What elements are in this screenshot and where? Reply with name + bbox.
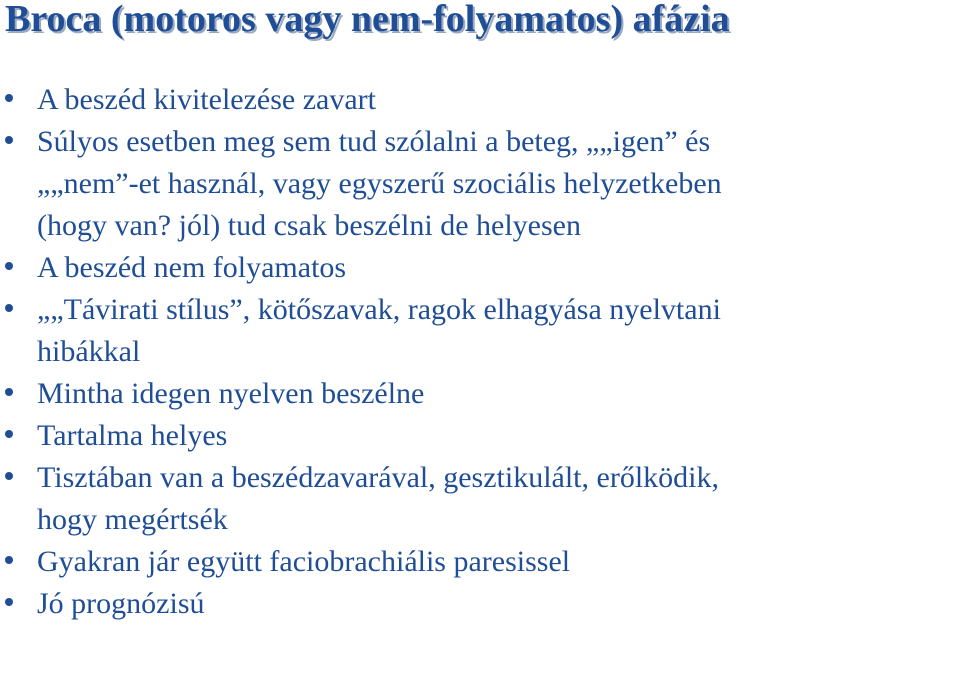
bullet-dot-icon (5, 598, 13, 606)
slide-title: Broca (motoros vagy nem-folyamatos) afázia (5, 0, 730, 40)
bullet-item (0, 373, 960, 415)
bullet-dot-icon (5, 388, 13, 396)
bullet-line: Tartalma helyes (37, 419, 228, 452)
bullet-text (37, 79, 960, 121)
bullet-dot-icon (5, 94, 13, 102)
bullet-line: „„Távirati stílus”, kötőszavak, ragok elhagyása nyelvtani (37, 293, 721, 326)
bullet-line: Jó prognózisú (37, 587, 205, 620)
bullet-line: (hogy van? jól) tud csak beszélni de helyesen (37, 209, 581, 242)
bullet-item (0, 121, 960, 247)
bullet-line: hibákkal (37, 335, 141, 368)
bullet-text (37, 121, 960, 247)
bullet-text (37, 541, 960, 583)
bullet-list (0, 79, 960, 625)
bullet-item (0, 415, 960, 457)
bullet-text (37, 373, 960, 415)
bullet-item (0, 583, 960, 625)
bullet-text (37, 583, 960, 625)
bullet-text (37, 247, 960, 289)
bullet-dot-icon (5, 472, 13, 480)
bullet-line: „„nem”-et használ, vagy egyszerű szociális helyzetkeben (37, 167, 722, 200)
bullet-text (37, 415, 960, 457)
bullet-item (0, 289, 960, 373)
bullet-item (0, 541, 960, 583)
bullet-item (0, 79, 960, 121)
bullet-dot-icon (5, 136, 13, 144)
bullet-dot-icon (5, 430, 13, 438)
bullet-line: Tisztában van a beszédzavarával, gesztikulált, erőlködik, (37, 461, 719, 494)
bullet-dot-icon (5, 262, 13, 270)
bullet-item (0, 247, 960, 289)
bullet-line: Gyakran jár együtt faciobrachiális paresissel (37, 545, 571, 578)
bullet-line: hogy megértsék (37, 503, 228, 536)
bullet-line: A beszéd kivitelezése zavart (37, 83, 376, 116)
bullet-text (37, 457, 960, 541)
bullet-dot-icon (5, 556, 13, 564)
bullet-line: Súlyos esetben meg sem tud szólalni a beteg, „„igen” és (37, 125, 711, 158)
bullet-line: A beszéd nem folyamatos (37, 251, 347, 284)
bullet-dot-icon (5, 304, 13, 312)
bullet-item (0, 457, 960, 541)
bullet-line: Mintha idegen nyelven beszélne (37, 377, 425, 410)
bullet-text (37, 289, 960, 373)
